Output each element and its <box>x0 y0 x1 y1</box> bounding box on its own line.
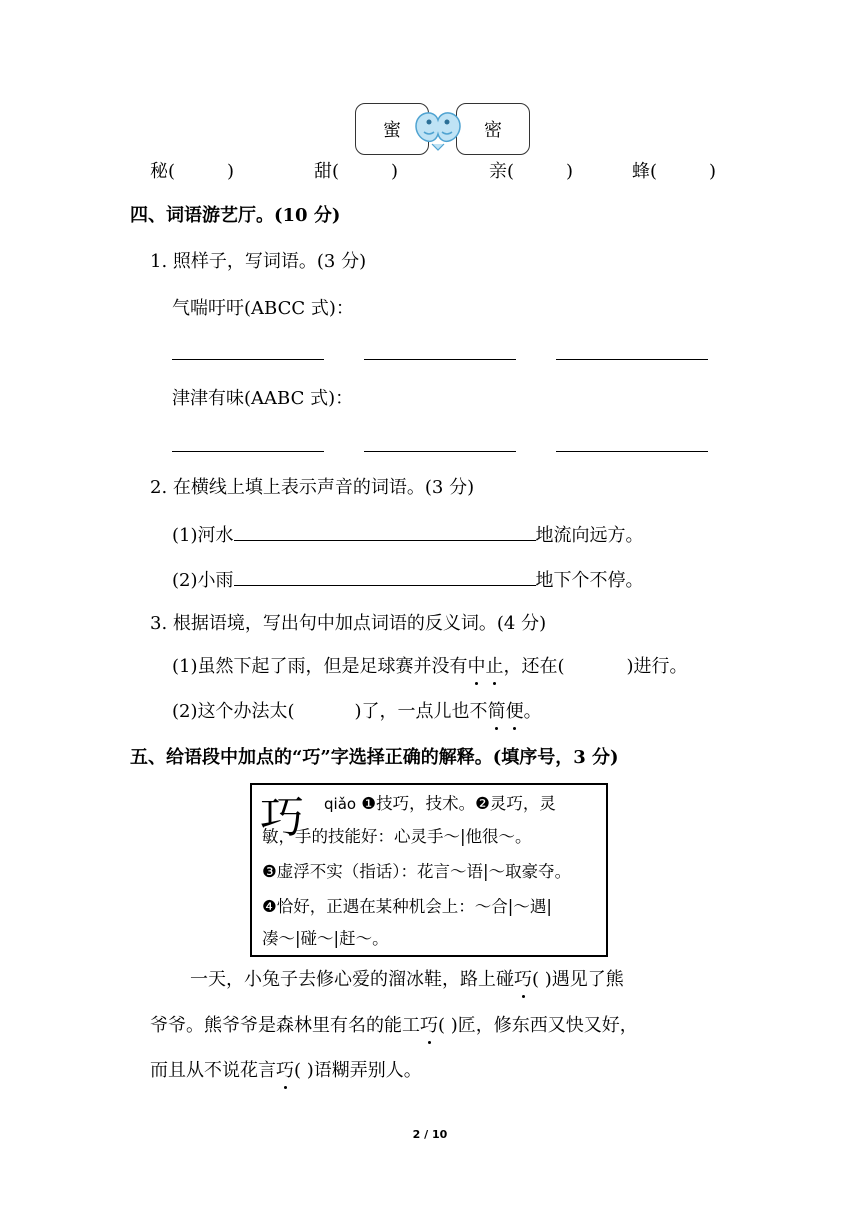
q3-item-2-end: 。 <box>523 701 542 722</box>
answer-line[interactable] <box>556 359 708 360</box>
q3-item-2-mid: )了，一点儿也不 <box>354 701 488 722</box>
dictionary-row-3: ❸虚浮不实（指话）：花言～语|～取豪夺。 <box>262 862 572 881</box>
dotted-char: 中 <box>467 656 486 677</box>
q3-item-1-pre: (1)虽然下起了雨，但是足球赛并没有 <box>172 656 468 677</box>
blank-item-2 <box>314 160 398 184</box>
sound-word-blank[interactable] <box>234 522 536 541</box>
word-box-mi-secret <box>456 103 530 155</box>
blank-char: 秘 <box>150 161 168 182</box>
q1-prompt-abcc: 气喘吁吁(ABCC 式)： <box>172 298 354 319</box>
dictionary-pinyin: qiǎo <box>324 795 357 813</box>
q3-item-1-post: )进行。 <box>626 656 688 677</box>
blank-char: 蜂 <box>632 161 650 182</box>
dictionary-row-4: ❹恰好，正遇在某种机会上：～合|～遇| <box>262 897 552 916</box>
q1-title: 1. 照样子，写词语。(3 分) <box>150 251 367 272</box>
answer-line[interactable] <box>364 451 516 452</box>
blank-close: ) <box>391 161 399 182</box>
para-line-1-pre: 一天，小兔子去修心爱的溜冰鞋，路上碰 <box>190 969 514 990</box>
q1-prompt-aabc: 津津有味(AABC 式)： <box>172 388 354 409</box>
blank-char: 甜 <box>314 161 332 182</box>
q2-item-1 <box>172 522 644 548</box>
blank-open: ( <box>168 161 176 182</box>
q2-title: 2. 在横线上填上表示声音的词语。(3 分) <box>150 477 475 498</box>
para-line-3-pre: 而且从不说花言 <box>150 1060 276 1081</box>
page-number: 2 / 10 <box>412 1128 448 1141</box>
word-box-mi-secret-text: 密 <box>484 120 502 141</box>
q3-item-2-pre: (2)这个办法太( <box>172 701 295 722</box>
q2-item-1-after: 地流向远方。 <box>535 525 644 546</box>
q3-item-1 <box>172 655 688 679</box>
q2-item-2-before: (2)小雨 <box>172 570 234 591</box>
q2-item-2-after: 地下个不停。 <box>535 570 644 591</box>
blank-open: ( <box>507 161 515 182</box>
blank-close: ) <box>566 161 574 182</box>
answer-line[interactable] <box>172 359 324 360</box>
blank-item-4 <box>632 160 716 184</box>
answer-line[interactable] <box>556 451 708 452</box>
word-box-mi-honey-text: 蜜 <box>383 120 401 141</box>
para-line-2-pre: 爷爷。熊爷爷是森林里有名的能工 <box>150 1015 420 1036</box>
blank-open: ( <box>650 161 658 182</box>
dotted-char-qiao: 巧 <box>514 969 532 990</box>
q3-item-2 <box>172 700 542 724</box>
q2-item-2 <box>172 567 644 593</box>
fish-mascot-icon <box>412 104 464 152</box>
sound-word-blank[interactable] <box>234 567 536 586</box>
answer-line[interactable] <box>364 359 516 360</box>
dictionary-entry-box <box>250 783 608 957</box>
para-line-1-post[interactable]: ( )遇见了熊 <box>532 969 624 990</box>
blank-char: 亲 <box>489 161 507 182</box>
blank-item-1 <box>150 160 234 184</box>
para-line-2-post[interactable]: ( )匠，修东西又快又好， <box>438 1015 638 1036</box>
q3-item-1-mid: ，还在( <box>503 656 565 677</box>
blank-item-3 <box>489 160 573 184</box>
dictionary-row-1 <box>324 793 556 815</box>
q3-title: 3. 根据语境，写出句中加点词语的反义词。(4 分) <box>150 613 547 634</box>
dictionary-row-1-text: ❶技巧，技术。❷灵巧，灵 <box>361 794 556 813</box>
dictionary-row-2: 敏，手的技能好：心灵手～|他很～。 <box>262 827 532 846</box>
section-5-heading: 五、给语段中加点的“巧”字选择正确的解释。(填序号，3 分) <box>130 747 619 768</box>
paragraph-line-1 <box>190 968 624 992</box>
dotted-char: 简 <box>487 701 506 722</box>
dictionary-row-5: 凑～|碰～|赶～。 <box>262 929 389 948</box>
section-4-heading: 四、词语游艺厅。(10 分) <box>130 205 341 226</box>
dotted-char-qiao: 巧 <box>276 1060 294 1081</box>
dictionary-headword: 巧 <box>260 792 304 843</box>
dotted-char: 便 <box>505 701 524 722</box>
blank-close: ) <box>709 161 717 182</box>
q2-item-1-before: (1)河水 <box>172 525 234 546</box>
dotted-char: 止 <box>485 656 504 677</box>
blank-close: ) <box>227 161 235 182</box>
answer-line[interactable] <box>172 451 324 452</box>
blank-open: ( <box>332 161 340 182</box>
paragraph-line-3 <box>150 1059 422 1083</box>
dotted-char-qiao: 巧 <box>420 1015 438 1036</box>
para-line-3-post[interactable]: ( )语糊弄别人。 <box>294 1060 422 1081</box>
paragraph-line-2 <box>150 1014 638 1038</box>
